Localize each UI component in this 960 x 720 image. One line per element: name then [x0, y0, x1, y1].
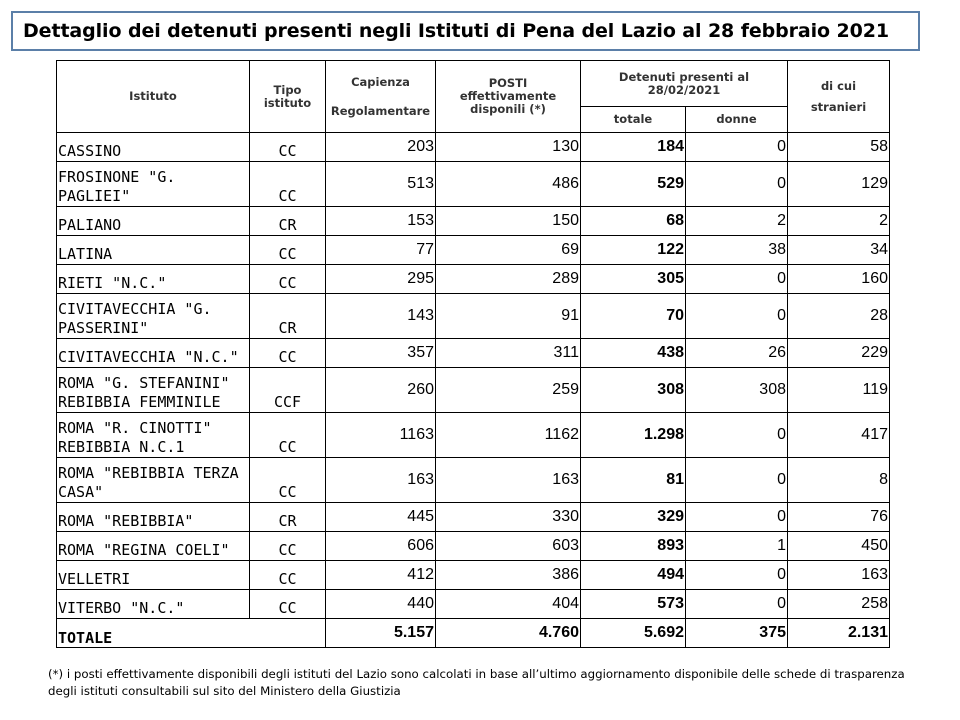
- cell-capienza: 143: [326, 294, 436, 339]
- total-row: [57, 619, 890, 648]
- cell-tipo: CC: [250, 236, 326, 265]
- table-row: [57, 294, 890, 339]
- cell-capienza: 1163: [326, 413, 436, 458]
- cell-istituto: RIETI "N.C.": [57, 265, 250, 294]
- cell-posti: 91: [436, 294, 581, 339]
- cell-donne: 0: [686, 294, 788, 339]
- cell-totale: 438: [581, 339, 686, 368]
- cell-istituto: ROMA "REBIBBIA TERZA CASA": [57, 458, 250, 503]
- table-row: [57, 532, 890, 561]
- cell-tipo: CC: [250, 339, 326, 368]
- cell-stranieri: 8: [788, 458, 890, 503]
- cell-tipo: CC: [250, 532, 326, 561]
- cell-capienza: 153: [326, 207, 436, 236]
- cell-tipo: CC: [250, 561, 326, 590]
- cell-capienza: 513: [326, 162, 436, 207]
- cell-capienza: 260: [326, 368, 436, 413]
- cell-istituto: ROMA "REBIBBIA": [57, 503, 250, 532]
- cell-posti: 1162: [436, 413, 581, 458]
- cell-donne: 0: [686, 133, 788, 162]
- header-istituto: Istituto: [57, 61, 250, 133]
- header-posti: POSTI effettivamente disponili (*): [436, 61, 581, 133]
- cell-totale: 308: [581, 368, 686, 413]
- cell-istituto: ROMA "G. STEFANINI" REBIBBIA FEMMINILE: [57, 368, 250, 413]
- cell-posti: 69: [436, 236, 581, 265]
- cell-stranieri: 229: [788, 339, 890, 368]
- cell-stranieri: 258: [788, 590, 890, 619]
- cell-istituto: CASSINO: [57, 133, 250, 162]
- header-stranieri: di cui stranieri: [788, 61, 890, 133]
- table-row: [57, 413, 890, 458]
- header-donne: donne: [686, 107, 788, 133]
- cell-istituto: VELLETRI: [57, 561, 250, 590]
- cell-tipo: CC: [250, 133, 326, 162]
- cell-donne: 0: [686, 458, 788, 503]
- table-row: [57, 458, 890, 503]
- cell-donne: 1: [686, 532, 788, 561]
- header-capienza: Capienza Regolamentare: [326, 61, 436, 133]
- table-row: [57, 236, 890, 265]
- cell-totale: 70: [581, 294, 686, 339]
- cell-stranieri: 417: [788, 413, 890, 458]
- cell-posti: 603: [436, 532, 581, 561]
- cell-tipo: CC: [250, 413, 326, 458]
- cell-capienza: 412: [326, 561, 436, 590]
- cell-posti: 486: [436, 162, 581, 207]
- cell-tipo: CC: [250, 458, 326, 503]
- table-row: [57, 162, 890, 207]
- page-title-text: Dettaglio dei detenuti presenti negli Istituti di Pena del Lazio al 28 febbraio 2021: [23, 20, 889, 42]
- cell-donne: 0: [686, 503, 788, 532]
- cell-donne: 2: [686, 207, 788, 236]
- table-row: [57, 590, 890, 619]
- cell-istituto: ROMA "REGINA COELI": [57, 532, 250, 561]
- cell-posti: 404: [436, 590, 581, 619]
- cell-stranieri: 76: [788, 503, 890, 532]
- cell-capienza: 203: [326, 133, 436, 162]
- total-capienza: 5.157: [326, 619, 436, 648]
- cell-capienza: 445: [326, 503, 436, 532]
- cell-stranieri: 2: [788, 207, 890, 236]
- cell-istituto: CIVITAVECCHIA "N.C.": [57, 339, 250, 368]
- cell-posti: 330: [436, 503, 581, 532]
- cell-stranieri: 160: [788, 265, 890, 294]
- cell-totale: 305: [581, 265, 686, 294]
- table-row: [57, 339, 890, 368]
- cell-tipo: CC: [250, 590, 326, 619]
- header-totale: totale: [581, 107, 686, 133]
- cell-istituto: PALIANO: [57, 207, 250, 236]
- cell-donne: 26: [686, 339, 788, 368]
- cell-totale: 81: [581, 458, 686, 503]
- total-stranieri: 2.131: [788, 619, 890, 648]
- table-row: [57, 265, 890, 294]
- cell-tipo: CR: [250, 207, 326, 236]
- cell-totale: 529: [581, 162, 686, 207]
- cell-tipo: CC: [250, 265, 326, 294]
- cell-donne: 0: [686, 590, 788, 619]
- cell-totale: 494: [581, 561, 686, 590]
- cell-posti: 386: [436, 561, 581, 590]
- page-title: [11, 11, 920, 51]
- cell-posti: 163: [436, 458, 581, 503]
- cell-totale: 1.298: [581, 413, 686, 458]
- table-row: [57, 368, 890, 413]
- cell-tipo: CCF: [250, 368, 326, 413]
- table-row: [57, 207, 890, 236]
- cell-totale: 893: [581, 532, 686, 561]
- header-detenuti: Detenuti presenti al 28/02/2021: [581, 61, 788, 107]
- cell-posti: 311: [436, 339, 581, 368]
- cell-donne: 38: [686, 236, 788, 265]
- table-row: [57, 561, 890, 590]
- cell-istituto: VITERBO "N.C.": [57, 590, 250, 619]
- cell-istituto: ROMA "R. CINOTTI" REBIBBIA N.C.1: [57, 413, 250, 458]
- total-label: TOTALE: [57, 619, 326, 648]
- cell-stranieri: 28: [788, 294, 890, 339]
- cell-donne: 0: [686, 265, 788, 294]
- cell-istituto: LATINA: [57, 236, 250, 265]
- cell-istituto: CIVITAVECCHIA "G. PASSERINI": [57, 294, 250, 339]
- cell-capienza: 295: [326, 265, 436, 294]
- cell-stranieri: 34: [788, 236, 890, 265]
- cell-tipo: CC: [250, 162, 326, 207]
- cell-tipo: CR: [250, 503, 326, 532]
- cell-capienza: 163: [326, 458, 436, 503]
- cell-capienza: 77: [326, 236, 436, 265]
- cell-capienza: 357: [326, 339, 436, 368]
- cell-posti: 130: [436, 133, 581, 162]
- total-donne: 375: [686, 619, 788, 648]
- cell-stranieri: 119: [788, 368, 890, 413]
- total-posti: 4.760: [436, 619, 581, 648]
- header-tipo: Tipo istituto: [250, 61, 326, 133]
- cell-capienza: 606: [326, 532, 436, 561]
- cell-totale: 122: [581, 236, 686, 265]
- cell-stranieri: 163: [788, 561, 890, 590]
- cell-capienza: 440: [326, 590, 436, 619]
- cell-stranieri: 129: [788, 162, 890, 207]
- table-row: [57, 503, 890, 532]
- cell-donne: 0: [686, 162, 788, 207]
- cell-stranieri: 450: [788, 532, 890, 561]
- table-row: [57, 133, 890, 162]
- detainees-table: [56, 60, 890, 648]
- cell-donne: 0: [686, 561, 788, 590]
- cell-tipo: CR: [250, 294, 326, 339]
- cell-totale: 329: [581, 503, 686, 532]
- cell-posti: 289: [436, 265, 581, 294]
- cell-totale: 573: [581, 590, 686, 619]
- cell-totale: 68: [581, 207, 686, 236]
- cell-donne: 0: [686, 413, 788, 458]
- cell-totale: 184: [581, 133, 686, 162]
- cell-posti: 150: [436, 207, 581, 236]
- footnote: (*) i posti effettivamente disponibili degli istituti del Lazio sono calcolati in base all’ultimo aggiornamento disponibile delle schede di trasparenza degli istituti consultabili sul sito del Ministero della Giustizia: [48, 667, 905, 698]
- cell-stranieri: 58: [788, 133, 890, 162]
- cell-istituto: FROSINONE "G. PAGLIEI": [57, 162, 250, 207]
- cell-posti: 259: [436, 368, 581, 413]
- total-totale: 5.692: [581, 619, 686, 648]
- cell-donne: 308: [686, 368, 788, 413]
